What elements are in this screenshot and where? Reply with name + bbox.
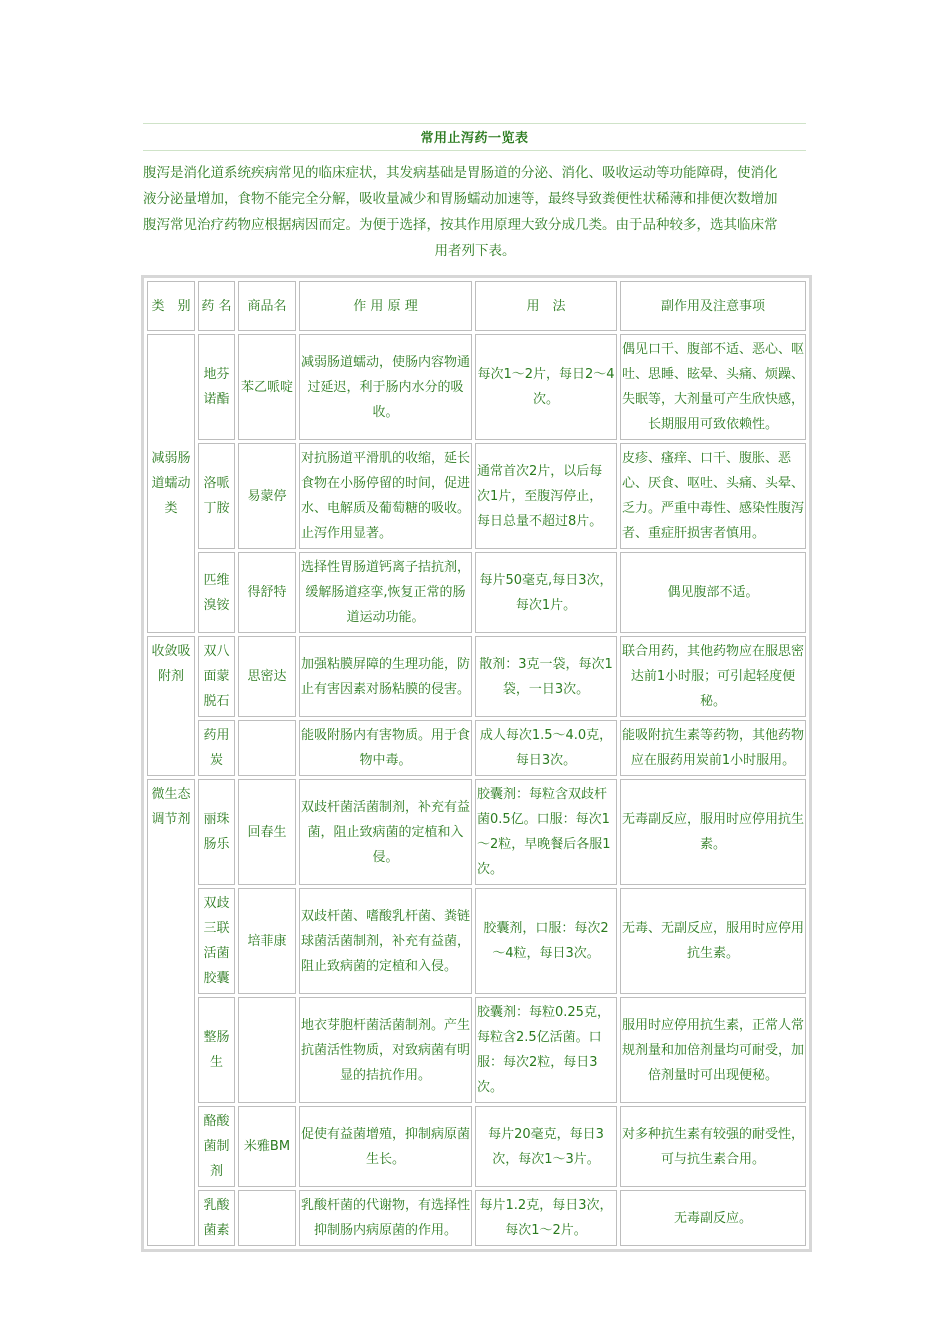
header-cell: 商品名 xyxy=(238,281,296,331)
usage-cell: 每片20毫克，每日3次，每次1～3片。 xyxy=(475,1106,617,1187)
mechanism-cell: 双歧杆菌活菌制剂，补充有益菌，阻止致病菌的定植和入侵。 xyxy=(299,779,472,885)
mechanism-cell: 地衣芽胞杆菌活菌制剂。产生抗菌活性物质，对致病菌有明显的拮抗作用。 xyxy=(299,997,472,1103)
drug-name-cell: 整肠生 xyxy=(198,997,235,1103)
usage-cell: 成人每次1.5～4.0克，每日3次。 xyxy=(475,720,617,776)
side-effects-cell: 能吸附抗生素等药物，其他药物应在服药用炭前1小时服用。 xyxy=(620,720,806,776)
side-effects-cell: 服用时应停用抗生素，正常人常规剂量和加倍剂量均可耐受，加倍剂量时可出现便秘。 xyxy=(620,997,806,1103)
category-cell: 减弱肠道蠕动类 xyxy=(147,334,195,633)
header-cell: 副作用及注意事项 xyxy=(620,281,806,331)
brand-cell: 培菲康 xyxy=(238,888,296,994)
intro-line: 液分泌量增加，食物不能完全分解，吸收量减少和胃肠蠕动加速等，最终导致粪便性状稀薄和排便次数增加 xyxy=(143,191,778,207)
drug-table xyxy=(141,275,812,1252)
mechanism-cell: 减弱肠道蠕动，使肠内容物通过延迟，利于肠内水分的吸收。 xyxy=(299,334,472,440)
header-cell: 作 用 原 理 xyxy=(299,281,472,331)
drug-name-cell: 洛哌丁胺 xyxy=(198,443,235,549)
brand-cell: 回春生 xyxy=(238,779,296,885)
category-cell: 收敛吸附剂 xyxy=(147,636,195,776)
drug-name-cell: 酪酸菌制剂 xyxy=(198,1106,235,1187)
side-effects-cell: 对多种抗生素有较强的耐受性，可与抗生素合用。 xyxy=(620,1106,806,1187)
mechanism-cell: 乳酸杆菌的代谢物，有选择性抑制肠内病原菌的作用。 xyxy=(299,1190,472,1246)
brand-cell: 米雅BM xyxy=(238,1106,296,1187)
brand-cell xyxy=(238,720,296,776)
usage-cell: 每片50毫克,每日3次，每次1片。 xyxy=(475,552,617,633)
table-row xyxy=(147,779,806,885)
intro-line: 腹泻常见治疗药物应根据病因而定。为便于选择，按其作用原理大致分成几类。由于品种较多，选其临床常 xyxy=(143,217,778,233)
brand-cell: 苯乙哌啶 xyxy=(238,334,296,440)
usage-cell: 散剂：3克一袋，每次1袋，一日3次。 xyxy=(475,636,617,717)
doc-title: 常用止泻药一览表 xyxy=(420,131,529,146)
table-row xyxy=(147,552,806,633)
side-effects-cell: 皮疹、瘙痒、口干、腹胀、恶心、厌食、呕吐、头痛、头晕、乏力。严重中毒性、感染性腹泻者、重症肝损害者慎用。 xyxy=(620,443,806,549)
drug-name-cell: 乳酸菌素 xyxy=(198,1190,235,1246)
intro-line: 腹泻是消化道系统疾病常见的临床症状，其发病基础是胃肠道的分泌、消化、吸收运动等功能障碍，使消化 xyxy=(143,165,778,181)
mechanism-cell: 加强粘膜屏障的生理功能，防止有害因素对肠粘膜的侵害。 xyxy=(299,636,472,717)
side-effects-cell: 无毒副反应，服用时应停用抗生素。 xyxy=(620,779,806,885)
table-row xyxy=(147,1190,806,1246)
drug-name-cell: 双歧三联活菌胶囊 xyxy=(198,888,235,994)
brand-cell xyxy=(238,1190,296,1246)
usage-cell: 通常首次2片，以后每次1片，至腹泻停止，每日总量不超过8片。 xyxy=(475,443,617,549)
intro-line: 用者列下表。 xyxy=(434,243,516,259)
intro-paragraph xyxy=(143,160,807,264)
header-cell: 类 别 xyxy=(147,281,195,331)
drug-name-cell: 丽珠肠乐 xyxy=(198,779,235,885)
table-row xyxy=(147,888,806,994)
table-row xyxy=(147,334,806,440)
usage-cell: 每片1.2克，每日3次，每次1～2片。 xyxy=(475,1190,617,1246)
header-cell: 药 名 xyxy=(198,281,235,331)
brand-cell: 易蒙停 xyxy=(238,443,296,549)
mechanism-cell: 促使有益菌增殖，抑制病原菌生长。 xyxy=(299,1106,472,1187)
mechanism-cell: 对抗肠道平滑肌的收缩，延长食物在小肠停留的时间，促进水、电解质及葡萄糖的吸收。止泻作用显著。 xyxy=(299,443,472,549)
drug-name-cell: 双八面蒙脱石 xyxy=(198,636,235,717)
drug-name-cell: 匹维溴铵 xyxy=(198,552,235,633)
side-effects-cell: 无毒、无副反应，服用时应停用抗生素。 xyxy=(620,888,806,994)
usage-cell: 胶囊剂，口服：每次2～4粒，每日3次。 xyxy=(475,888,617,994)
mechanism-cell: 选择性胃肠道钙离子拮抗剂，缓解肠道痉挛,恢复正常的肠道运动功能。 xyxy=(299,552,472,633)
title-rule xyxy=(143,150,806,151)
table-row xyxy=(147,720,806,776)
drug-name-cell: 药用炭 xyxy=(198,720,235,776)
mechanism-cell: 双歧杆菌、嗜酸乳杆菌、粪链球菌活菌制剂，补充有益菌，阻止致病菌的定植和入侵。 xyxy=(299,888,472,994)
table-row xyxy=(147,997,806,1103)
side-effects-cell: 偶见口干、腹部不适、恶心、呕吐、思睡、眩晕、头痛、烦躁、失眠等，大剂量可产生欣快感，长期服用可致依赖性。 xyxy=(620,334,806,440)
side-effects-cell: 无毒副反应。 xyxy=(620,1190,806,1246)
usage-cell: 胶囊剂：每粒0.25克，每粒含2.5亿活菌。口服：每次2粒，每日3次。 xyxy=(475,997,617,1103)
table-row xyxy=(147,636,806,717)
brand-cell: 思密达 xyxy=(238,636,296,717)
table-header-row xyxy=(147,281,806,331)
header-cell: 用 法 xyxy=(475,281,617,331)
side-effects-cell: 联合用药，其他药物应在服思密达前1小时服；可引起轻度便秘。 xyxy=(620,636,806,717)
brand-cell: 得舒特 xyxy=(238,552,296,633)
brand-cell xyxy=(238,997,296,1103)
top-rule xyxy=(143,123,806,124)
table-row xyxy=(147,443,806,549)
table-row xyxy=(147,1106,806,1187)
side-effects-cell: 偶见腹部不适。 xyxy=(620,552,806,633)
usage-cell: 每次1～2片，每日2～4次。 xyxy=(475,334,617,440)
mechanism-cell: 能吸附肠内有害物质。用于食物中毒。 xyxy=(299,720,472,776)
category-cell: 微生态调节剂 xyxy=(147,779,195,1246)
usage-cell: 胶囊剂：每粒含双歧杆菌0.5亿。口服：每次1～2粒，早晚餐后各服1次。 xyxy=(475,779,617,885)
drug-name-cell: 地芬诺酯 xyxy=(198,334,235,440)
